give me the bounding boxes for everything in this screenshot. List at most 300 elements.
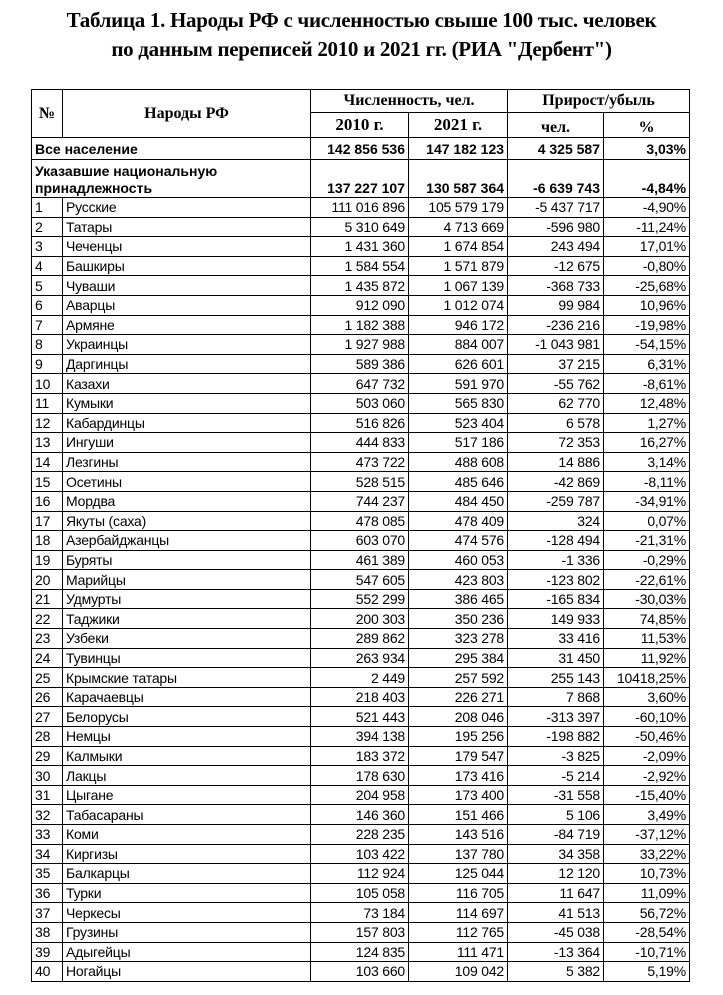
people-name: Татары [63,217,311,237]
header-change-group: Прирост/убыль [508,90,690,113]
population-2010: 228 235 [311,825,409,845]
population-2010: 444 833 [311,433,409,453]
population-2010: 1 584 554 [311,256,409,276]
table-row [32,883,690,903]
population-2021: 151 466 [409,805,508,825]
people-name: Якуты (саха) [63,511,311,531]
total-2021: 130 587 364 [409,160,508,198]
change-people: -198 882 [508,727,604,747]
change-people: 243 494 [508,237,604,257]
table-row [32,962,690,982]
change-percent: -8,61% [604,374,690,394]
table-row [32,766,690,786]
population-2010: 105 058 [311,883,409,903]
row-number: 13 [32,433,63,453]
people-name: Аварцы [63,295,311,315]
change-percent: 17,01% [604,237,690,257]
row-number: 4 [32,256,63,276]
table-title [0,6,723,64]
people-name: Азербайджанцы [63,531,311,551]
people-name: Лакцы [63,766,311,786]
change-people: -55 762 [508,374,604,394]
row-number: 3 [32,237,63,257]
population-2021: 208 046 [409,707,508,727]
population-2010: 552 299 [311,589,409,609]
population-2021: 109 042 [409,962,508,982]
population-2021: 523 404 [409,413,508,433]
change-percent: -25,68% [604,276,690,296]
table-row [32,433,690,453]
table-row [32,687,690,707]
population-2021: 323 278 [409,629,508,649]
change-people: -1 336 [508,550,604,570]
population-2021: 626 601 [409,354,508,374]
header-year-2010: 2010 г. [311,113,409,138]
total-label: Все население [32,138,311,160]
table-row [32,805,690,825]
change-people: -84 719 [508,825,604,845]
change-people: 41 513 [508,903,604,923]
population-2010: 912 090 [311,295,409,315]
people-name: Черкесы [63,903,311,923]
population-2021: 350 236 [409,609,508,629]
people-name: Даргинцы [63,354,311,374]
people-name: Чуваши [63,276,311,296]
change-people: 149 933 [508,609,604,629]
population-2010: 111 016 896 [311,198,409,218]
population-2010: 73 184 [311,903,409,923]
people-name: Коми [63,825,311,845]
header-change-people: чел. [508,113,604,138]
change-people: -1 043 981 [508,335,604,355]
table-row [32,511,690,531]
change-percent: -2,09% [604,746,690,766]
change-people: 5 382 [508,962,604,982]
change-percent: -37,12% [604,825,690,845]
table-row [32,864,690,884]
population-2021: 4 713 669 [409,217,508,237]
population-2010: 124 835 [311,942,409,962]
population-2021: 125 044 [409,864,508,884]
change-percent: 3,14% [604,452,690,472]
change-people: 14 886 [508,452,604,472]
population-2010: 218 403 [311,687,409,707]
people-name: Тувинцы [63,648,311,668]
table-row [32,785,690,805]
row-number: 32 [32,805,63,825]
change-percent: -34,91% [604,491,690,511]
change-people: -5 214 [508,766,604,786]
table-row [32,609,690,629]
population-2021: 485 646 [409,472,508,492]
row-number: 14 [32,452,63,472]
table-row [32,727,690,747]
population-2010: 1 431 360 [311,237,409,257]
change-people: -123 802 [508,570,604,590]
row-number: 29 [32,746,63,766]
people-name: Цыгане [63,785,311,805]
change-percent: -19,98% [604,315,690,335]
population-2021: 116 705 [409,883,508,903]
population-2010: 394 138 [311,727,409,747]
change-people: 62 770 [508,393,604,413]
change-percent: -28,54% [604,922,690,942]
table-row [32,707,690,727]
people-name: Буряты [63,550,311,570]
table-body [32,138,690,982]
row-number: 9 [32,354,63,374]
table-row [32,668,690,688]
change-people: -596 980 [508,217,604,237]
people-name: Армяне [63,315,311,335]
table-row [32,217,690,237]
population-2010: 744 237 [311,491,409,511]
row-number: 25 [32,668,63,688]
change-people: -368 733 [508,276,604,296]
population-2010: 1 927 988 [311,335,409,355]
people-name: Немцы [63,727,311,747]
change-percent: 0,07% [604,511,690,531]
change-percent: -2,92% [604,766,690,786]
total-row-declared-nationality [32,160,690,198]
change-people: -165 834 [508,589,604,609]
change-people: -259 787 [508,491,604,511]
change-percent: -0,29% [604,550,690,570]
population-2021: 884 007 [409,335,508,355]
row-number: 35 [32,864,63,884]
change-percent: 33,22% [604,844,690,864]
table-header [32,90,690,138]
population-2021: 143 516 [409,825,508,845]
population-2010: 1 435 872 [311,276,409,296]
total-change: 4 325 587 [508,138,604,160]
population-2010: 103 660 [311,962,409,982]
people-name: Адыгейцы [63,942,311,962]
row-number: 36 [32,883,63,903]
population-2021: 565 830 [409,393,508,413]
people-name: Русские [63,198,311,218]
population-2021: 295 384 [409,648,508,668]
table-row [32,531,690,551]
row-number: 5 [32,276,63,296]
change-people: -236 216 [508,315,604,335]
row-number: 30 [32,766,63,786]
population-2021: 946 172 [409,315,508,335]
people-name: Чеченцы [63,237,311,257]
population-2021: 226 271 [409,687,508,707]
table-row [32,413,690,433]
change-people: 6 578 [508,413,604,433]
change-percent: -60,10% [604,707,690,727]
change-percent: 11,09% [604,883,690,903]
population-2010: 521 443 [311,707,409,727]
change-percent: -11,24% [604,217,690,237]
change-people: 324 [508,511,604,531]
row-number: 39 [32,942,63,962]
population-2021: 517 186 [409,433,508,453]
population-2021: 474 576 [409,531,508,551]
row-number: 23 [32,629,63,649]
table-row [32,354,690,374]
population-2010: 503 060 [311,393,409,413]
change-percent: 10418,25% [604,668,690,688]
people-name: Украинцы [63,335,311,355]
change-percent: -22,61% [604,570,690,590]
change-percent: 11,53% [604,629,690,649]
row-number: 20 [32,570,63,590]
row-number: 6 [32,295,63,315]
row-number: 11 [32,393,63,413]
change-percent: -0,80% [604,256,690,276]
row-number: 12 [32,413,63,433]
population-2021: 112 765 [409,922,508,942]
people-name: Казахи [63,374,311,394]
population-2021: 1 067 139 [409,276,508,296]
population-2010: 289 862 [311,629,409,649]
row-number: 33 [32,825,63,845]
population-2010: 204 958 [311,785,409,805]
population-2010: 473 722 [311,452,409,472]
change-percent: -21,31% [604,531,690,551]
table-row [32,629,690,649]
people-name: Таджики [63,609,311,629]
people-name: Балкарцы [63,864,311,884]
population-2010: 528 515 [311,472,409,492]
row-number: 7 [32,315,63,335]
population-2021: 1 571 879 [409,256,508,276]
table-title-line-1: Таблица 1. Народы РФ с численностью свыше 100 тыс. человек [66,8,657,32]
people-name: Марийцы [63,570,311,590]
people-name: Киргизы [63,844,311,864]
change-people: 11 647 [508,883,604,903]
row-number: 26 [32,687,63,707]
population-2021: 114 697 [409,903,508,923]
row-number: 18 [32,531,63,551]
table-row [32,295,690,315]
table-row [32,276,690,296]
header-population-group: Численность, чел. [311,90,508,113]
change-people: -12 675 [508,256,604,276]
population-2010: 183 372 [311,746,409,766]
change-percent: -54,15% [604,335,690,355]
population-2021: 257 592 [409,668,508,688]
total-change: -6 639 743 [508,160,604,198]
total-percent: 3,03% [604,138,690,160]
population-2010: 263 934 [311,648,409,668]
table-row [32,491,690,511]
table-row [32,374,690,394]
row-number: 15 [32,472,63,492]
header-number: № [32,90,63,138]
row-number: 17 [32,511,63,531]
row-number: 8 [32,335,63,355]
change-people: -128 494 [508,531,604,551]
population-2010: 112 924 [311,864,409,884]
people-name: Башкиры [63,256,311,276]
people-name: Грузины [63,922,311,942]
change-people: -5 437 717 [508,198,604,218]
table-row [32,472,690,492]
population-2010: 603 070 [311,531,409,551]
header-year-2021: 2021 г. [409,113,508,138]
change-percent: 12,48% [604,393,690,413]
change-percent: -8,11% [604,472,690,492]
change-percent: 56,72% [604,903,690,923]
change-percent: 3,49% [604,805,690,825]
change-people: -42 869 [508,472,604,492]
population-2021: 111 471 [409,942,508,962]
population-2010: 157 803 [311,922,409,942]
people-name: Мордва [63,491,311,511]
change-percent: -10,71% [604,942,690,962]
population-2010: 146 360 [311,805,409,825]
table-row [32,922,690,942]
row-number: 37 [32,903,63,923]
change-people: 5 106 [508,805,604,825]
table-row [32,393,690,413]
people-name: Осетины [63,472,311,492]
header-change-percent: % [604,113,690,138]
population-2021: 137 780 [409,844,508,864]
table-row [32,452,690,472]
table-row [32,256,690,276]
row-number: 40 [32,962,63,982]
change-percent: 5,19% [604,962,690,982]
population-2010: 103 422 [311,844,409,864]
table-row [32,844,690,864]
table-row [32,315,690,335]
change-percent: 3,60% [604,687,690,707]
row-number: 22 [32,609,63,629]
change-people: 34 358 [508,844,604,864]
people-name: Крымские татары [63,668,311,688]
population-2021: 105 579 179 [409,198,508,218]
people-name: Табасараны [63,805,311,825]
change-people: -45 038 [508,922,604,942]
row-number: 24 [32,648,63,668]
people-name: Карачаевцы [63,687,311,707]
change-people: -3 825 [508,746,604,766]
table-row [32,589,690,609]
row-number: 16 [32,491,63,511]
people-name: Турки [63,883,311,903]
population-2021: 386 465 [409,589,508,609]
change-percent: 16,27% [604,433,690,453]
population-2021: 591 970 [409,374,508,394]
population-2010: 547 605 [311,570,409,590]
change-people: -13 364 [508,942,604,962]
total-2010: 142 856 536 [311,138,409,160]
population-2021: 173 400 [409,785,508,805]
change-people: 37 215 [508,354,604,374]
row-number: 19 [32,550,63,570]
row-number: 1 [32,198,63,218]
population-2010: 5 310 649 [311,217,409,237]
total-label: Указавшие национальную принадлежность [32,160,311,198]
table-row [32,198,690,218]
change-people: -31 558 [508,785,604,805]
change-people: 12 120 [508,864,604,884]
change-percent: 74,85% [604,609,690,629]
total-2021: 147 182 123 [409,138,508,160]
table-title-line-2: по данным переписей 2010 и 2021 гг. (РИА "Дербент") [111,37,612,61]
population-2010: 1 182 388 [311,315,409,335]
row-number: 31 [32,785,63,805]
change-people: 31 450 [508,648,604,668]
people-name: Ногайцы [63,962,311,982]
table-row [32,942,690,962]
people-name: Ингуши [63,433,311,453]
row-number: 38 [32,922,63,942]
change-percent: 11,92% [604,648,690,668]
change-percent: 10,73% [604,864,690,884]
population-table [31,89,690,982]
population-2021: 173 416 [409,766,508,786]
population-2021: 1 674 854 [409,237,508,257]
population-2021: 484 450 [409,491,508,511]
table-row [32,237,690,257]
table-row [32,550,690,570]
change-percent: -30,03% [604,589,690,609]
people-name: Кумыки [63,393,311,413]
change-percent: -4,90% [604,198,690,218]
total-2010: 137 227 107 [311,160,409,198]
change-percent: -15,40% [604,785,690,805]
change-percent: 1,27% [604,413,690,433]
table-row [32,746,690,766]
change-people: 72 353 [508,433,604,453]
people-name: Удмурты [63,589,311,609]
population-2010: 2 449 [311,668,409,688]
change-percent: 6,31% [604,354,690,374]
people-name: Кабардинцы [63,413,311,433]
row-number: 2 [32,217,63,237]
table-row [32,335,690,355]
people-name: Узбеки [63,629,311,649]
population-2010: 516 826 [311,413,409,433]
row-number: 27 [32,707,63,727]
total-row-all-population [32,138,690,160]
population-2010: 647 732 [311,374,409,394]
change-people: 255 143 [508,668,604,688]
table-row [32,570,690,590]
population-2021: 478 409 [409,511,508,531]
population-2021: 1 012 074 [409,295,508,315]
population-2021: 423 803 [409,570,508,590]
total-percent: -4,84% [604,160,690,198]
population-2010: 461 389 [311,550,409,570]
people-name: Калмыки [63,746,311,766]
table-row [32,825,690,845]
population-2010: 478 085 [311,511,409,531]
population-2021: 179 547 [409,746,508,766]
change-percent: -50,46% [604,727,690,747]
population-2010: 178 630 [311,766,409,786]
change-people: 33 416 [508,629,604,649]
population-2010: 589 386 [311,354,409,374]
row-number: 21 [32,589,63,609]
change-people: 7 868 [508,687,604,707]
table-row [32,648,690,668]
row-number: 34 [32,844,63,864]
people-name: Лезгины [63,452,311,472]
change-percent: 10,96% [604,295,690,315]
population-2021: 195 256 [409,727,508,747]
population-2021: 460 053 [409,550,508,570]
change-people: -313 397 [508,707,604,727]
population-2010: 200 303 [311,609,409,629]
row-number: 10 [32,374,63,394]
